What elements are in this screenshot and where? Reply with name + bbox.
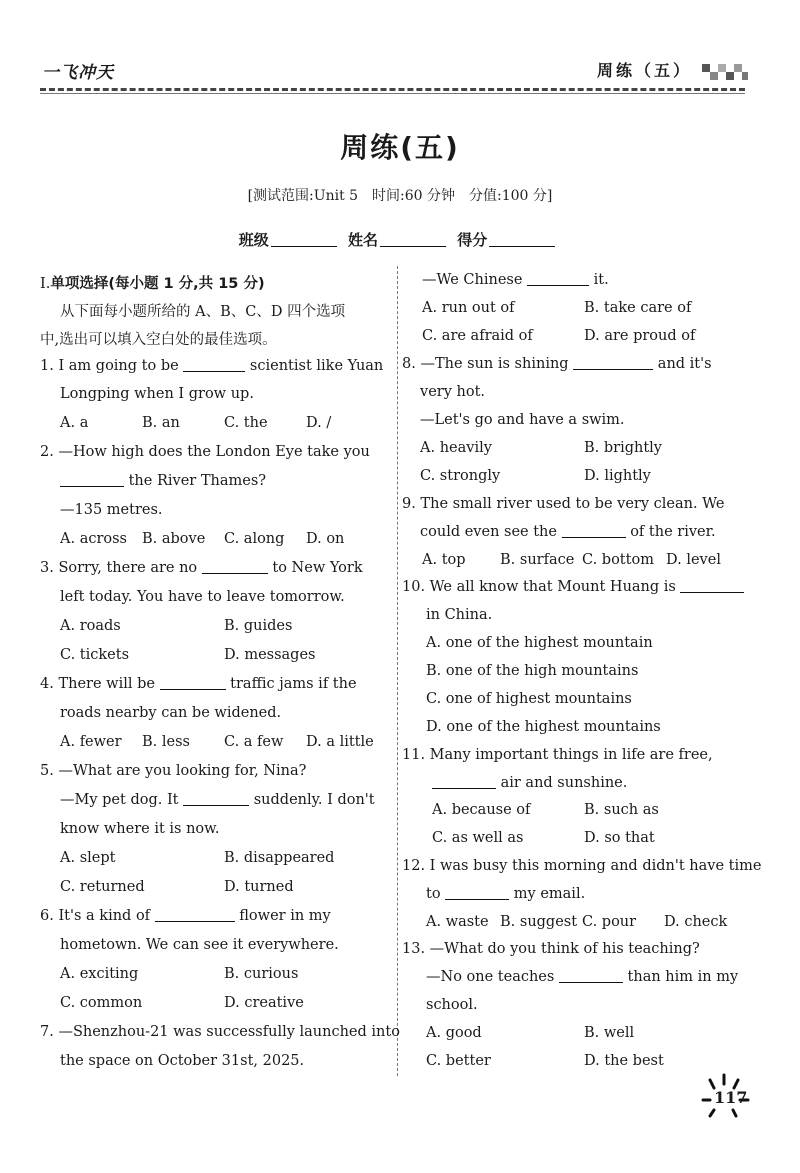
q3-line-2: left today. You have to leave tomorrow. (60, 589, 345, 605)
q5-blank[interactable] (183, 792, 249, 806)
section-heading (40, 272, 265, 293)
q8-option-d[interactable]: D. lightly (584, 468, 651, 484)
q4-blank[interactable] (160, 676, 226, 690)
q9-text-b: of the river. (630, 524, 716, 540)
question-4 (40, 676, 357, 692)
q13-option-a[interactable]: A. good (426, 1025, 482, 1041)
q5-option-a[interactable]: A. slept (60, 850, 116, 866)
q11-option-d[interactable]: D. so that (584, 830, 655, 846)
q1-text-b: scientist like Yuan (249, 358, 384, 374)
q3-option-c[interactable]: C. tickets (60, 647, 130, 663)
q10-line-2: in China. (426, 607, 493, 623)
q3-blank[interactable] (202, 560, 268, 574)
class-label: 班级 (238, 231, 269, 249)
question-1 (40, 358, 383, 374)
q13-option-c[interactable]: C. better (426, 1053, 491, 1069)
q6-blank[interactable] (155, 908, 235, 922)
question-6 (40, 908, 331, 924)
q9-option-d[interactable]: D. level (666, 552, 721, 568)
q6-option-a[interactable]: A. exciting (60, 966, 139, 982)
q4-text-b: traffic jams if the (230, 676, 357, 692)
question-12: 12. I was busy this morning and didn't have time (402, 858, 762, 874)
q3-text-b: to New York (272, 560, 363, 576)
q2-option-d[interactable]: D. on (306, 531, 345, 547)
q8-line-3: —Let's go and have a swim. (420, 412, 625, 428)
q5-option-b[interactable]: B. disappeared (224, 850, 335, 866)
q7-option-d[interactable]: D. are proud of (584, 328, 696, 344)
q10-blank[interactable] (680, 579, 744, 593)
q4-option-b[interactable]: B. less (142, 734, 190, 750)
q11-option-b[interactable]: B. such as (584, 802, 659, 818)
q11-blank[interactable] (432, 775, 496, 789)
q11-line-2 (432, 775, 627, 791)
name-field[interactable] (380, 246, 446, 247)
q13-line-3: school. (426, 997, 478, 1013)
question-8 (402, 356, 712, 372)
question-7: 7. —Shenzhou-21 was successfully launched into (40, 1024, 400, 1040)
q3-text-a: 3. Sorry, there are no (40, 560, 198, 576)
q6-text-b: flower in my (239, 908, 331, 924)
q12-option-b[interactable]: B. suggest (500, 914, 578, 930)
q3-option-d[interactable]: D. messages (224, 647, 316, 663)
q1-option-a[interactable]: A. a (60, 415, 89, 431)
q9-option-b[interactable]: B. surface (500, 552, 575, 568)
q12-line-2 (426, 886, 585, 902)
q1-option-c[interactable]: C. the (224, 415, 268, 431)
column-divider (397, 266, 398, 1076)
q1-option-d[interactable]: D. / (306, 415, 332, 431)
q12-option-c[interactable]: C. pour (582, 914, 637, 930)
q10-option-c[interactable]: C. one of highest mountains (426, 691, 632, 707)
q5-option-c[interactable]: C. returned (60, 879, 145, 895)
q8-option-c[interactable]: C. strongly (420, 468, 501, 484)
question-5: 5. —What are you looking for, Nina? (40, 763, 307, 779)
q7-option-b[interactable]: B. take care of (584, 300, 692, 316)
q2-option-c[interactable]: C. along (224, 531, 285, 547)
question-3 (40, 560, 363, 576)
q8-line-2: very hot. (420, 384, 486, 400)
q13-text-b: than him in my (627, 969, 739, 985)
q11-option-c[interactable]: C. as well as (432, 830, 524, 846)
class-field[interactable] (271, 246, 337, 247)
score-field[interactable] (489, 246, 555, 247)
q12-text-b: my email. (513, 886, 586, 902)
q1-text-a: 1. I am going to be (40, 358, 179, 374)
q1-line-2: Longping when I grow up. (60, 386, 254, 402)
question-11: 11. Many important things in life are free, (402, 747, 713, 763)
section-roman: Ⅰ. (40, 276, 51, 292)
q4-text-a: 4. There will be (40, 676, 155, 692)
q2-line-2 (60, 473, 266, 489)
q7-text-b: it. (593, 272, 609, 288)
page-title: 周练(五) (340, 131, 460, 164)
q2-line-3: —135 metres. (60, 502, 163, 518)
q5-text-b: suddenly. I don't (253, 792, 375, 808)
name-label: 姓名 (347, 231, 378, 249)
q8-text-a: 8. —The sun is shining (402, 356, 569, 372)
page-number: 117 (714, 1088, 748, 1107)
q10-text: 10. We all know that Mount Huang is (402, 579, 676, 595)
header-section-title: 周练（五） (596, 61, 692, 80)
q9-blank[interactable] (562, 524, 626, 538)
q4-option-d[interactable]: D. a little (306, 734, 374, 750)
score-label: 得分 (457, 231, 488, 249)
q7-option-a[interactable]: A. run out of (422, 300, 515, 316)
question-2: 2. —How high does the London Eye take you (40, 444, 370, 460)
header-rule (40, 88, 745, 91)
q8-option-b[interactable]: B. brightly (584, 440, 663, 456)
q5-line-3: know where it is now. (60, 821, 220, 837)
q6-option-c[interactable]: C. common (60, 995, 143, 1011)
q13-option-d[interactable]: D. the best (584, 1053, 664, 1069)
q1-blank[interactable] (183, 358, 245, 372)
q3-option-a[interactable]: A. roads (60, 618, 121, 634)
q2-option-a[interactable]: A. across (60, 531, 127, 547)
q6-line-2: hometown. We can see it everywhere. (60, 937, 339, 953)
question-13: 13. —What do you think of his teaching? (402, 941, 700, 957)
q5-option-d[interactable]: D. turned (224, 879, 294, 895)
q13-text-a: —No one teaches (426, 969, 555, 985)
q2-text-b: the River Thames? (128, 473, 267, 489)
q7-option-c[interactable]: C. are afraid of (422, 328, 533, 344)
q11-text-b: air and sunshine. (500, 775, 628, 791)
question-9: 9. The small river used to be very clean. We (402, 496, 725, 512)
q3-option-b[interactable]: B. guides (224, 618, 293, 634)
q9-option-c[interactable]: C. bottom (582, 552, 654, 568)
checker-decoration (700, 58, 750, 88)
q10-option-d[interactable]: D. one of the highest mountains (426, 719, 661, 735)
q13-blank[interactable] (559, 969, 623, 983)
q8-blank[interactable] (573, 356, 653, 370)
q4-option-c[interactable]: C. a few (224, 734, 284, 750)
q6-option-b[interactable]: B. curious (224, 966, 299, 982)
q10-option-a[interactable]: A. one of the highest mountain (426, 635, 653, 651)
instruction-line-2: 中,选出可以填入空白处的最佳选项。 (40, 332, 277, 348)
q13-option-b[interactable]: B. well (584, 1025, 635, 1041)
instruction-line-1: 从下面每小题所给的 A、B、C、D 四个选项 (60, 304, 346, 320)
q5-text-a: —My pet dog. It (60, 792, 179, 808)
q12-blank[interactable] (445, 886, 509, 900)
q5-line-2 (60, 792, 375, 808)
brand-logo: 一飞冲天 (42, 63, 114, 83)
q2-option-b[interactable]: B. above (142, 531, 206, 547)
q7-line-2: the space on October 31st, 2025. (60, 1053, 305, 1069)
q12-option-a[interactable]: A. waste (426, 914, 489, 930)
q12-option-d[interactable]: D. check (664, 914, 728, 930)
q9-option-a[interactable]: A. top (422, 552, 466, 568)
q8-option-a[interactable]: A. heavily (420, 440, 492, 456)
q4-line-2: roads nearby can be widened. (60, 705, 282, 721)
student-fields (0, 229, 800, 250)
q7-text-a: —We Chinese (422, 272, 523, 288)
q6-option-d[interactable]: D. creative (224, 995, 304, 1011)
section-title: 单项选择(每小题 1 分,共 15 分) (50, 276, 265, 292)
q12-text-a: to (426, 886, 441, 902)
q10-option-b[interactable]: B. one of the high mountains (426, 663, 639, 679)
q11-option-a[interactable]: A. because of (432, 802, 531, 818)
q1-option-b[interactable]: B. an (142, 415, 180, 431)
q8-text-b: and it's (657, 356, 712, 372)
q9-text-a: could even see the (420, 524, 557, 540)
q2-blank[interactable] (60, 473, 124, 487)
q7-blank[interactable] (527, 272, 589, 286)
header-rule-thin (40, 93, 745, 94)
q6-text-a: 6. It's a kind of (40, 908, 151, 924)
q7-line-3 (422, 272, 609, 288)
q9-line-2 (420, 524, 716, 540)
test-info: [测试范围:Unit 5 时间:60 分钟 分值:100 分] (247, 188, 553, 204)
question-10 (402, 579, 744, 595)
q4-option-a[interactable]: A. fewer (60, 734, 122, 750)
q13-line-2 (426, 969, 738, 985)
